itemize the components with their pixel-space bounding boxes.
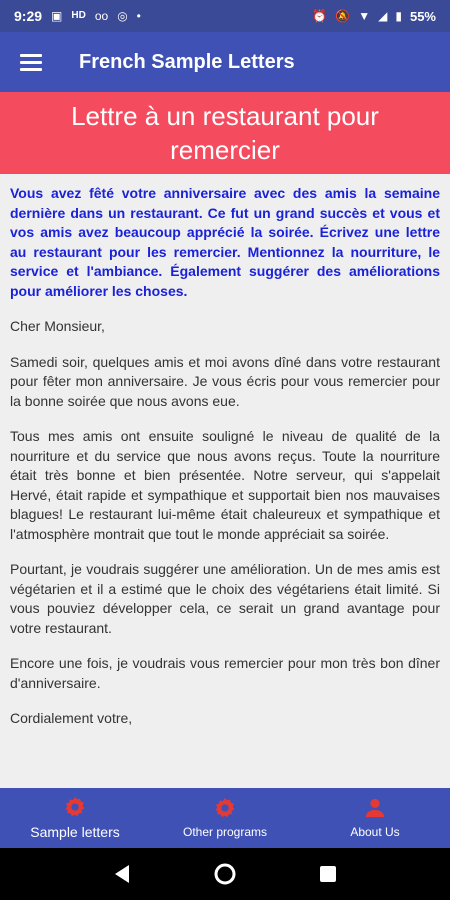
letter-paragraph: Encore une fois, je voudrais vous remercier pour mon très bon dîner d'anniversaire.: [10, 655, 440, 691]
letter-instructions: Vous avez fêté votre anniversaire avec des amis la semaine dernière dans un restaurant. Ce fut un grand succès et vous et vos amis avez beaucoup apprécié la soirée. Écrivez une lettre au restaurant pour les remercier. Mentionnez la nourriture, le service et l'ambiance. Également suggérer des améliorations pour améliorer les choses.: [10, 185, 440, 299]
battery-percentage: 55%: [409, 8, 436, 24]
nav-sample-letters[interactable]: [0, 788, 150, 848]
status-time: 9:29: [14, 8, 43, 24]
app-title: French Sample Letters: [79, 50, 295, 73]
status-bar: [0, 0, 450, 32]
letter-paragraph: Tous mes amis ont ensuite souligné le niveau de qualité de la nourriture et du service que nous avons reçus. Toute la nourriture était très bonne et bien présentée. Notre serveur, qui s'appelait Hervé, était rapide et sympathique et supportait bien nos mauvaises blagues! Le restaurant lui-même était chaleureux et sympathique et l'atmosphère montrait que tout le monde appréciait sa soirée.: [10, 428, 440, 542]
gear-badge-icon: [214, 797, 236, 819]
nav-about-us[interactable]: [300, 788, 450, 848]
hd-icon: HD: [71, 10, 86, 21]
app-bar: [0, 32, 450, 92]
nav-label: Sample letters: [30, 824, 120, 840]
battery-icon: ▮: [395, 9, 402, 23]
wifi-icon: ▼: [358, 9, 371, 23]
letter-paragraph: Samedi soir, quelques amis et moi avons dîné dans votre restaurant pour fêter mon anniversaire. Je vous écris pour vous remercier pour la bonne soirée que nous avons eue.: [10, 353, 440, 409]
bottom-navigation: [0, 788, 450, 848]
nav-other-programs[interactable]: [150, 788, 300, 848]
recents-icon[interactable]: [310, 856, 346, 892]
back-icon[interactable]: [104, 856, 140, 892]
dot-icon: •: [136, 9, 141, 23]
nav-label: Other programs: [182, 825, 268, 839]
letter-greeting: Cher Monsieur,: [10, 318, 105, 334]
hamburger-menu-icon[interactable]: [0, 32, 62, 92]
mute-icon: 🔕: [335, 9, 351, 23]
letter-content[interactable]: [0, 174, 450, 788]
nav-label: About Us: [350, 825, 400, 839]
image-icon: ▣: [51, 9, 63, 23]
system-navigation-bar: [0, 848, 450, 900]
voicemail-icon: oo: [94, 9, 109, 23]
letter-paragraph: Pourtant, je voudrais suggérer une amélioration. Un de mes amis est végétarien et il a estimé que le choix des végétariens était limité. Si vous pouviez développer cela, ce serait un grand avantage pour votre restaurant.: [10, 561, 440, 636]
signal-icon: ◢: [378, 9, 388, 23]
gear-badge-icon: [64, 796, 86, 818]
alarm-icon: ⏰: [312, 9, 328, 23]
person-icon: [364, 797, 386, 819]
letter-title-banner: Lettre à un restaurant pour remercier: [0, 92, 450, 174]
home-icon[interactable]: [207, 856, 243, 892]
letter-closing: Cordialement votre,: [10, 710, 133, 726]
sync-icon: ◎: [117, 9, 128, 23]
